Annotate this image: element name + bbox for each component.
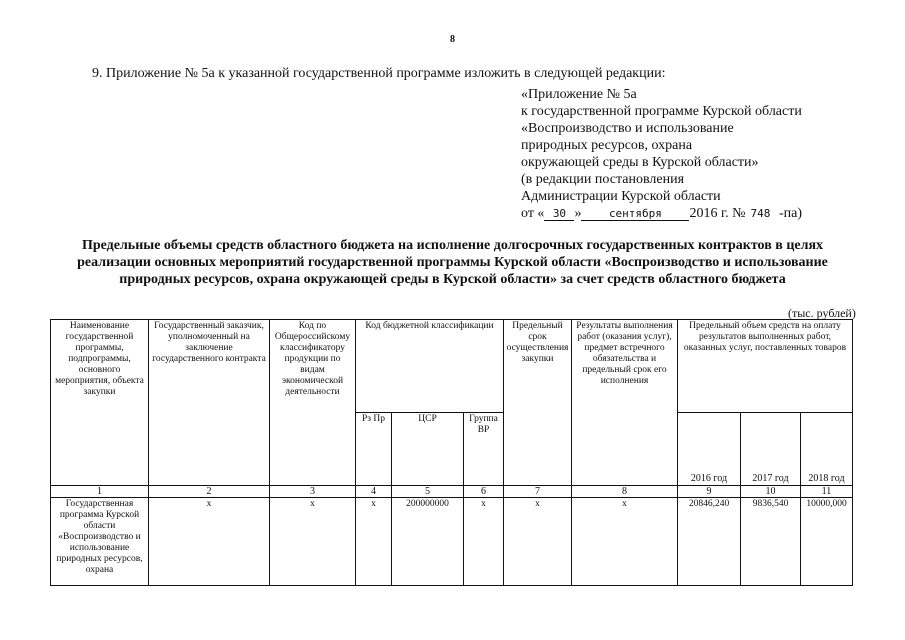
column-number: 9 bbox=[678, 486, 741, 498]
column-number: 6 bbox=[464, 486, 504, 498]
header-deadline: Предельный срок осуществления закупки bbox=[504, 320, 572, 486]
appendix-line: природных ресурсов, охрана bbox=[521, 138, 693, 153]
unit-label: (тыс. рублей) bbox=[788, 306, 856, 320]
document-title: Предельные объемы средств областного бюджета на исполнение долгосрочных государственных контрактов в целях реализации основных мероприятий государственной программы Курской области «Воспроизводство и использование природных ресурсов, охрана окружающей среды в Курской области» за счет средств областного бюджета bbox=[77, 238, 828, 287]
appendix-line: к государственной программе Курской области bbox=[521, 104, 802, 119]
appendix-line: Администрации Курской области bbox=[521, 189, 721, 204]
appendix-line: (в редакции постановления bbox=[521, 172, 685, 187]
header-vr: Группа ВР bbox=[464, 413, 504, 486]
resolution-day: 30 bbox=[544, 208, 574, 221]
cell-okpd: x bbox=[270, 498, 356, 586]
resolution-date-line bbox=[521, 205, 802, 222]
header-year-2017: 2017 год bbox=[741, 413, 801, 486]
header-okpd: Код по Общероссийскому классификатору продукции по видам экономической деятельности bbox=[270, 320, 356, 486]
cell-deadline: x bbox=[504, 498, 572, 586]
resolution-year: 2016 г. № bbox=[689, 206, 746, 221]
cell-2016: 20846,240 bbox=[678, 498, 741, 586]
column-number-row bbox=[51, 486, 853, 498]
page-number: 8 bbox=[450, 34, 455, 45]
cell-vr: x bbox=[464, 498, 504, 586]
column-number: 10 bbox=[741, 486, 801, 498]
column-number: 11 bbox=[801, 486, 853, 498]
resolution-suffix: -па) bbox=[778, 206, 802, 221]
column-number: 3 bbox=[270, 486, 356, 498]
appendix-line: «Воспроизводство и использование bbox=[521, 121, 734, 136]
column-number: 8 bbox=[572, 486, 678, 498]
header-name: Наименование государственной программы, подпрограммы, основного мероприятия, объекта закупки bbox=[51, 320, 149, 486]
column-number: 4 bbox=[356, 486, 392, 498]
cell-2017: 9836,540 bbox=[741, 498, 801, 586]
header-rzpr: Рз Пр bbox=[356, 413, 392, 486]
header-budget-code: Код бюджетной классификации bbox=[356, 320, 504, 413]
header-year-2016: 2016 год bbox=[678, 413, 741, 486]
column-number: 1 bbox=[51, 486, 149, 498]
appendix-line: окружающей среды в Курской области» bbox=[521, 155, 759, 170]
appendix-heading bbox=[521, 86, 802, 222]
cell-csr: 200000000 bbox=[392, 498, 464, 586]
header-limit: Предельный объем средств на оплату результатов выполненных работ, оказанных услуг, поставленных товаров bbox=[678, 320, 853, 413]
header-csr: ЦСР bbox=[392, 413, 464, 486]
header-results: Результаты выполнения работ (оказания услуг), предмет встречного обязательства и предельный срок его исполнения bbox=[572, 320, 678, 486]
cell-rzpr: x bbox=[356, 498, 392, 586]
column-number: 7 bbox=[504, 486, 572, 498]
resolution-number: 748 bbox=[750, 207, 771, 220]
cell-name: Государственная программа Курской области «Воспроизводство и использование природных ресурсов, охрана bbox=[51, 498, 149, 586]
date-prefix: от « bbox=[521, 206, 545, 221]
table-header-row bbox=[51, 320, 853, 413]
resolution-month: сентября bbox=[581, 208, 689, 221]
budget-limits-table bbox=[50, 319, 853, 586]
header-year-2018: 2018 год bbox=[801, 413, 853, 486]
column-number: 5 bbox=[392, 486, 464, 498]
date-month-sep: » bbox=[574, 206, 582, 221]
cell-2018: 10000,000 bbox=[801, 498, 853, 586]
table-row bbox=[51, 498, 853, 586]
amendment-item-text: 9. Приложение № 5а к указанной государственной программе изложить в следующей редакции: bbox=[92, 66, 666, 81]
cell-results: x bbox=[572, 498, 678, 586]
header-customer: Государственный заказчик, уполномоченный на заключение государственного контракта bbox=[149, 320, 270, 486]
cell-customer: x bbox=[149, 498, 270, 586]
appendix-line: «Приложение № 5а bbox=[521, 87, 637, 102]
column-number: 2 bbox=[149, 486, 270, 498]
